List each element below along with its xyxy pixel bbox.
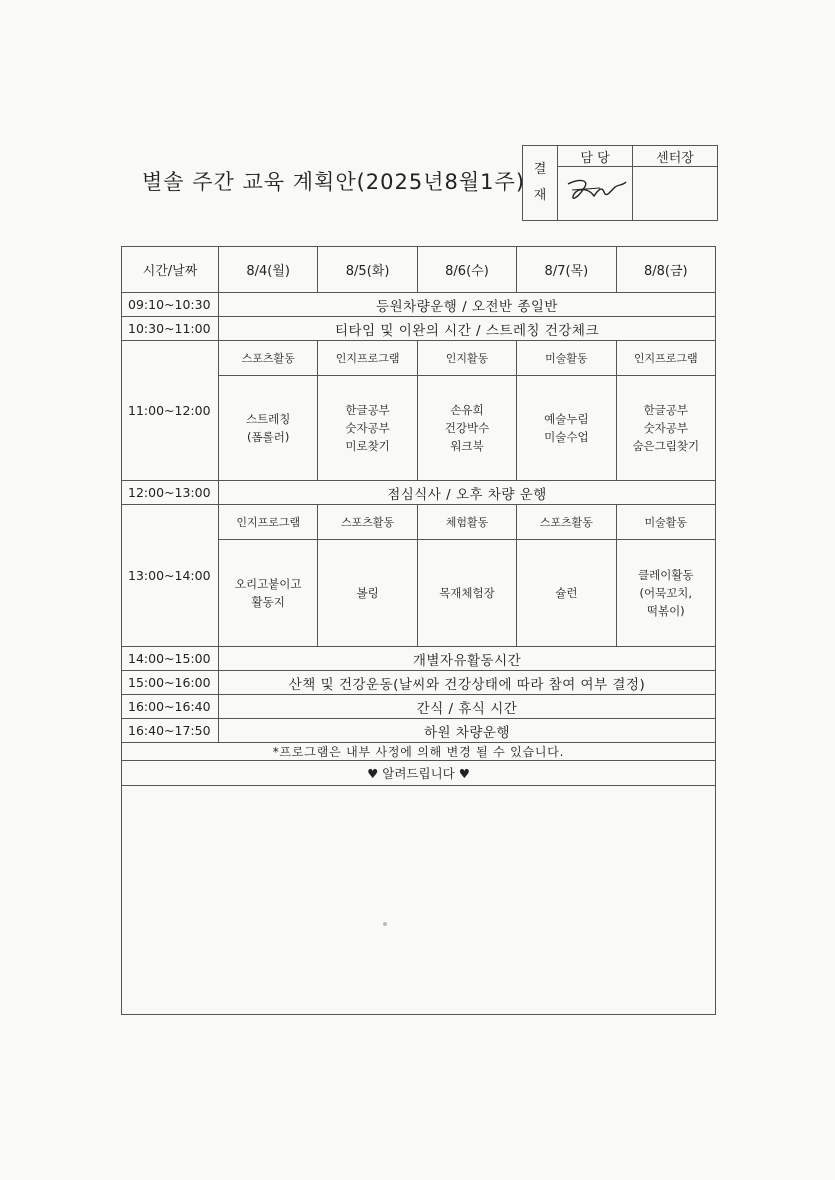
activity-cell: 목재체험장 — [417, 540, 516, 647]
director-signature — [633, 167, 718, 221]
activity-cell: 티타임 및 이완의 시간 / 스트레칭 건강체크 — [219, 317, 716, 341]
table-row — [122, 341, 716, 376]
approval-box — [522, 145, 718, 221]
activity-cell: 점심식사 / 오후 차량 운행 — [219, 481, 716, 505]
time-cell: 12:00~13:00 — [122, 481, 219, 505]
activity-cell: 슐런 — [517, 540, 616, 647]
time-cell: 15:00~16:00 — [122, 671, 219, 695]
day-header: 8/7(목) — [517, 247, 616, 293]
category-cell: 인지프로그램 — [318, 341, 417, 376]
category-cell: 스포츠활동 — [219, 341, 318, 376]
signature-icon — [560, 172, 630, 212]
day-header: 8/6(수) — [417, 247, 516, 293]
activity-cell: 스트레칭 (폼롤러) — [219, 376, 318, 481]
notice-heading: ♥ 알려드립니다 ♥ — [122, 761, 716, 786]
time-cell: 14:00~15:00 — [122, 647, 219, 671]
header-time-label: 시간/날짜 — [122, 247, 219, 293]
category-cell: 미술활동 — [616, 505, 715, 540]
table-row — [122, 481, 716, 505]
category-cell: 체험활동 — [417, 505, 516, 540]
day-header: 8/5(화) — [318, 247, 417, 293]
activity-cell: 예술누림 미술수업 — [517, 376, 616, 481]
time-cell: 13:00~14:00 — [122, 505, 219, 647]
table-row — [122, 293, 716, 317]
table-header-row — [122, 247, 716, 293]
time-cell: 09:10~10:30 — [122, 293, 219, 317]
table-row — [122, 695, 716, 719]
activity-cell: 등원차량운행 / 오전반 종일반 — [219, 293, 716, 317]
table-row — [122, 647, 716, 671]
category-cell: 인지활동 — [417, 341, 516, 376]
time-cell: 16:40~17:50 — [122, 719, 219, 743]
table-row — [122, 505, 716, 540]
schedule-table — [121, 246, 716, 1015]
approval-manager-label: 담 당 — [558, 146, 633, 167]
table-row — [122, 317, 716, 341]
approval-side-label: 결 재 — [523, 146, 558, 221]
time-cell: 10:30~11:00 — [122, 317, 219, 341]
approval-director-label: 센터장 — [633, 146, 718, 167]
table-row — [122, 786, 716, 1015]
activity-cell: 한글공부 숫자공부 미로찾기 — [318, 376, 417, 481]
category-cell: 인지프로그램 — [219, 505, 318, 540]
table-row — [122, 743, 716, 761]
category-cell: 스포츠활동 — [517, 505, 616, 540]
activity-cell: 산책 및 건강운동(날씨와 건강상태에 따라 참여 여부 결정) — [219, 671, 716, 695]
manager-signature — [558, 167, 633, 221]
notice-body — [122, 786, 716, 1015]
activity-cell: 오리고붙이고 활동지 — [219, 540, 318, 647]
day-header: 8/4(월) — [219, 247, 318, 293]
page-title: 별솔 주간 교육 계획안(2025년8월1주) — [142, 170, 526, 194]
category-cell: 인지프로그램 — [616, 341, 715, 376]
table-row — [122, 761, 716, 786]
activity-cell: 하원 차량운행 — [219, 719, 716, 743]
day-header: 8/8(금) — [616, 247, 715, 293]
activity-cell: 한글공부 숫자공부 숨은그림찾기 — [616, 376, 715, 481]
activity-cell: 볼링 — [318, 540, 417, 647]
scan-speck — [383, 922, 387, 926]
change-notice: *프로그램은 내부 사정에 의해 변경 될 수 있습니다. — [122, 743, 716, 761]
activity-cell: 손유희 건강박수 워크북 — [417, 376, 516, 481]
time-cell: 11:00~12:00 — [122, 341, 219, 481]
table-row — [122, 719, 716, 743]
table-row — [122, 671, 716, 695]
activity-cell: 간식 / 휴식 시간 — [219, 695, 716, 719]
category-cell: 스포츠활동 — [318, 505, 417, 540]
category-cell: 미술활동 — [517, 341, 616, 376]
time-cell: 16:00~16:40 — [122, 695, 219, 719]
activity-cell: 클레이활동 (어묵꼬치, 떡볶이) — [616, 540, 715, 647]
activity-cell: 개별자유활동시간 — [219, 647, 716, 671]
